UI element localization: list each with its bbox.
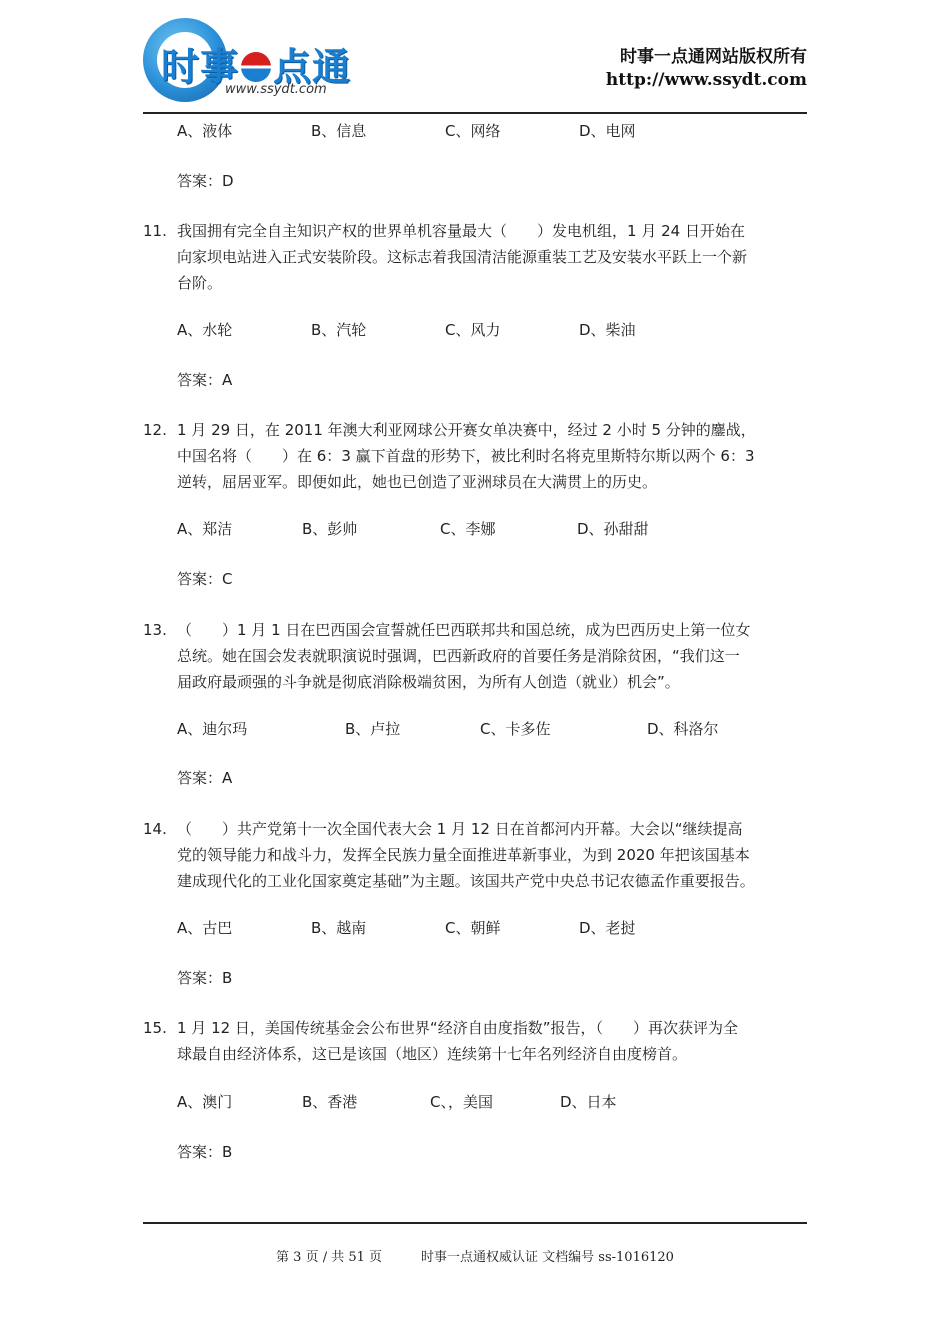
footer-divider <box>143 1222 807 1224</box>
site-url-link[interactable]: http://www.ssydt.com <box>605 70 807 90</box>
q13-line-3: 届政府最顽强的斗争就是彻底消除极端贫困，为所有人创造（就业）机会”。 <box>177 673 680 691</box>
q12-line-1: 1 月 29 日，在 2011 年澳大利亚网球公开赛女单决赛中，经过 2 小时 5 分钟的鏖战， <box>177 421 756 439</box>
q14-option-a: A、古巴 <box>177 919 233 937</box>
q11-text <box>177 218 809 296</box>
q11-option-c: C、风力 <box>445 321 501 339</box>
q13-line-2: 总统。她在国会发表就职演说时强调，巴西新政府的首要任务是消除贫困，“我们这一 <box>177 647 740 665</box>
logo-text-right: 点通 <box>273 45 352 89</box>
q13-text <box>177 617 809 695</box>
q13-option-d: D、科洛尔 <box>647 720 719 738</box>
q15-option-a: A、澳门 <box>177 1093 233 1111</box>
copyright-notice: 时事一点通网站版权所有 <box>620 47 807 67</box>
q11-answer: 答案：A <box>177 371 233 389</box>
q14-line-3: 建成现代化的工业化国家奠定基础”为主题。该国共产党中央总书记农德孟作重要报告。 <box>177 872 755 890</box>
logo-url: www.ssydt.com <box>225 82 327 97</box>
q12-option-b: B、彭帅 <box>302 520 358 538</box>
q15-option-b: B、香港 <box>302 1093 358 1111</box>
q15-number: 15. <box>143 1019 167 1037</box>
q11-line-3: 台阶。 <box>177 274 223 292</box>
q14-number: 14. <box>143 820 167 838</box>
header-divider <box>143 112 807 114</box>
q15-line-1: 1 月 12 日，美国传统基金会公布世界“经济自由度指数”报告，（ ）再次获评为全 <box>177 1019 738 1037</box>
site-logo[interactable] <box>143 18 358 102</box>
q15-text <box>177 1015 809 1067</box>
q10-option-d: D、电网 <box>579 122 636 140</box>
q15-option-d: D、日本 <box>560 1093 617 1111</box>
q14-option-c: C、朝鲜 <box>445 919 501 937</box>
q10-option-b: B、信息 <box>311 122 367 140</box>
q13-answer: 答案：A <box>177 769 233 787</box>
q11-option-a: A、水轮 <box>177 321 233 339</box>
q13-option-a: A、迪尔玛 <box>177 720 248 738</box>
q11-line-1: 我国拥有完全自主知识产权的世界单机容量最大（ ）发电机组，1 月 24 日开始在 <box>177 222 745 240</box>
q15-answer: 答案：B <box>177 1143 233 1161</box>
q10-option-c: C、网络 <box>445 122 501 140</box>
q13-number: 13. <box>143 621 167 639</box>
logo-text-left: 时事 <box>161 45 240 89</box>
q11-option-d: D、柴油 <box>579 321 636 339</box>
q11-number: 11. <box>143 222 167 240</box>
q13-line-1: （ ）1 月 1 日在巴西国会宣誓就任巴西联邦共和国总统，成为巴西历史上第一位女 <box>177 621 751 639</box>
q12-option-d: D、孙甜甜 <box>577 520 649 538</box>
q12-line-3: 逆转，屈居亚军。即便如此，她也已创造了亚洲球员在大满贯上的历史。 <box>177 473 658 491</box>
q12-number: 12. <box>143 421 167 439</box>
q12-line-2: 中国名将（ ）在 6：3 赢下首盘的形势下，被比利时名将克里斯特尔斯以两个 6：3 <box>177 447 755 465</box>
q13-option-c: C、卡多佐 <box>480 720 551 738</box>
logo-dot-icon <box>241 52 271 82</box>
q11-line-2: 向家坝电站进入正式安装阶段。这标志着我国清洁能源重装工艺及安装水平跃上一个新 <box>177 248 748 266</box>
q12-option-c: C、李娜 <box>440 520 496 538</box>
q14-option-d: D、老挝 <box>579 919 636 937</box>
q14-answer: 答案：B <box>177 969 233 987</box>
q12-option-a: A、郑洁 <box>177 520 233 538</box>
q12-text <box>177 417 809 495</box>
q14-line-2: 党的领导能力和战斗力，发挥全民族力量全面推进革新事业，为到 2020 年把该国基本 <box>177 846 750 864</box>
q10-answer: 答案：D <box>177 172 234 190</box>
q14-text <box>177 816 809 894</box>
q14-line-1: （ ）共产党第十一次全国代表大会 1 月 12 日在首都河内开幕。大会以“继续提高 <box>177 820 743 838</box>
q15-option-c: C、，美国 <box>430 1093 493 1111</box>
page-footer: 第 3 页 / 共 51 页 时事一点通权威认证 文档编号 ss-1016120 <box>276 1250 674 1265</box>
q15-line-2: 球最自由经济体系，这已是该国（地区）连续第十七年名列经济自由度榜首。 <box>177 1045 688 1063</box>
q13-option-b: B、卢拉 <box>345 720 401 738</box>
q11-option-b: B、汽轮 <box>311 321 367 339</box>
q10-option-a: A、液体 <box>177 122 233 140</box>
q14-option-b: B、越南 <box>311 919 367 937</box>
q12-answer: 答案：C <box>177 570 233 588</box>
